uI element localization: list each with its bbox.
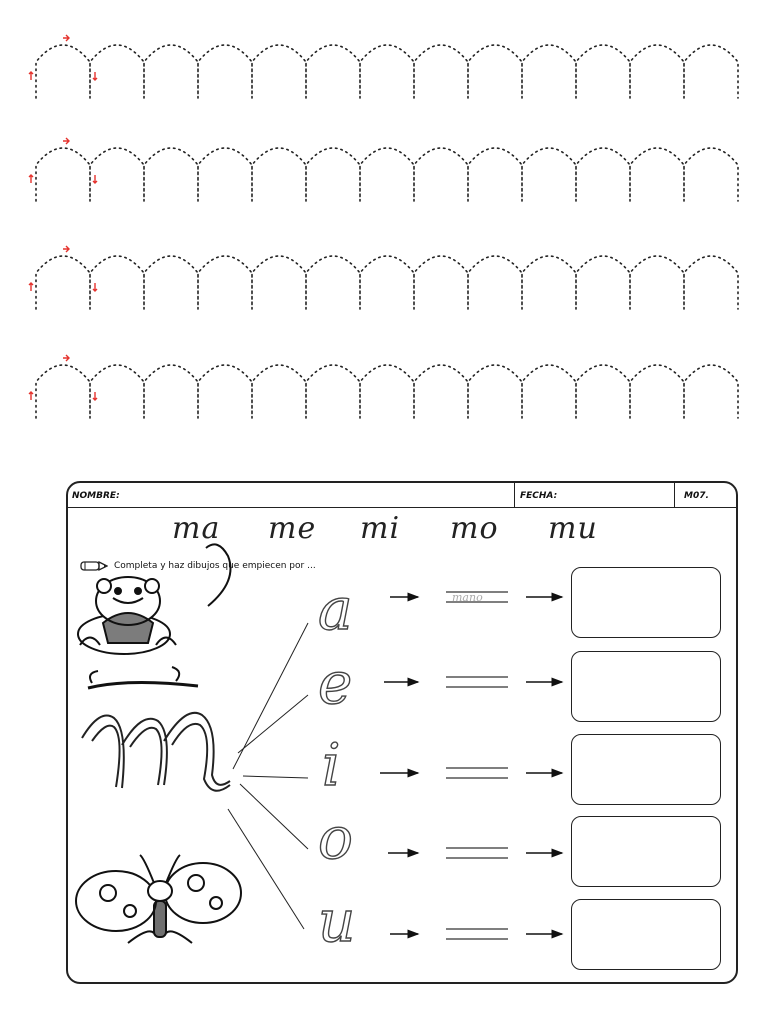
red-arrow-down-icon (93, 392, 97, 400)
syllable-me: me (268, 511, 317, 546)
drawing-box-i[interactable] (571, 734, 721, 805)
red-arrow-up-icon (29, 283, 33, 291)
syllable-ma: ma (172, 511, 221, 546)
tracing-row[interactable] (29, 35, 738, 98)
tracing-row[interactable] (29, 355, 738, 418)
red-arrow-down-icon (93, 283, 97, 291)
butterfly-illustration (76, 855, 241, 943)
dotted-arch-path (36, 45, 738, 98)
writing-lines (446, 592, 508, 939)
vowel-a: a (318, 575, 353, 643)
syllable-mi: mi (360, 511, 401, 546)
tracing-row[interactable] (29, 246, 738, 309)
drawing-box-o[interactable] (571, 816, 721, 887)
tracing-row[interactable] (29, 138, 738, 201)
red-arrow-icon (63, 355, 69, 361)
tracing-practice-area (0, 0, 768, 450)
syllable-mo: mo (450, 511, 499, 546)
vowel-e: e (318, 649, 353, 717)
vowel-o: o (318, 804, 353, 872)
red-arrow-up-icon (29, 175, 33, 183)
drawing-box-e[interactable] (571, 651, 721, 722)
red-arrow-down-icon (93, 72, 97, 80)
vowel-u: u (318, 887, 356, 955)
red-arrow-icon (63, 138, 69, 144)
red-arrow-down-icon (93, 175, 97, 183)
red-arrow-icon (63, 246, 69, 252)
syllable-mu: mu (548, 511, 598, 546)
red-arrow-up-icon (29, 72, 33, 80)
drawing-box-a[interactable] (571, 567, 721, 638)
red-arrow-icon (63, 35, 69, 41)
sample-word: mano (452, 591, 483, 604)
drawing-box-u[interactable] (571, 899, 721, 970)
instruction-text: Completa y haz dibujos que empiecen por ... (114, 561, 316, 571)
red-arrow-up-icon (29, 392, 33, 400)
main-letter-m (82, 713, 230, 791)
vowel-i: i (322, 731, 341, 799)
dotted-arch-path (36, 256, 738, 309)
monkey-illustration (78, 544, 231, 688)
date-label: FECHA: (520, 491, 558, 501)
dotted-arch-path (36, 148, 738, 201)
name-label: NOMBRE: (72, 491, 120, 501)
arrow-icons (380, 597, 562, 934)
dotted-arch-path (36, 365, 738, 418)
worksheet-frame (66, 481, 738, 984)
sheet-code-label: M07. (684, 491, 709, 501)
